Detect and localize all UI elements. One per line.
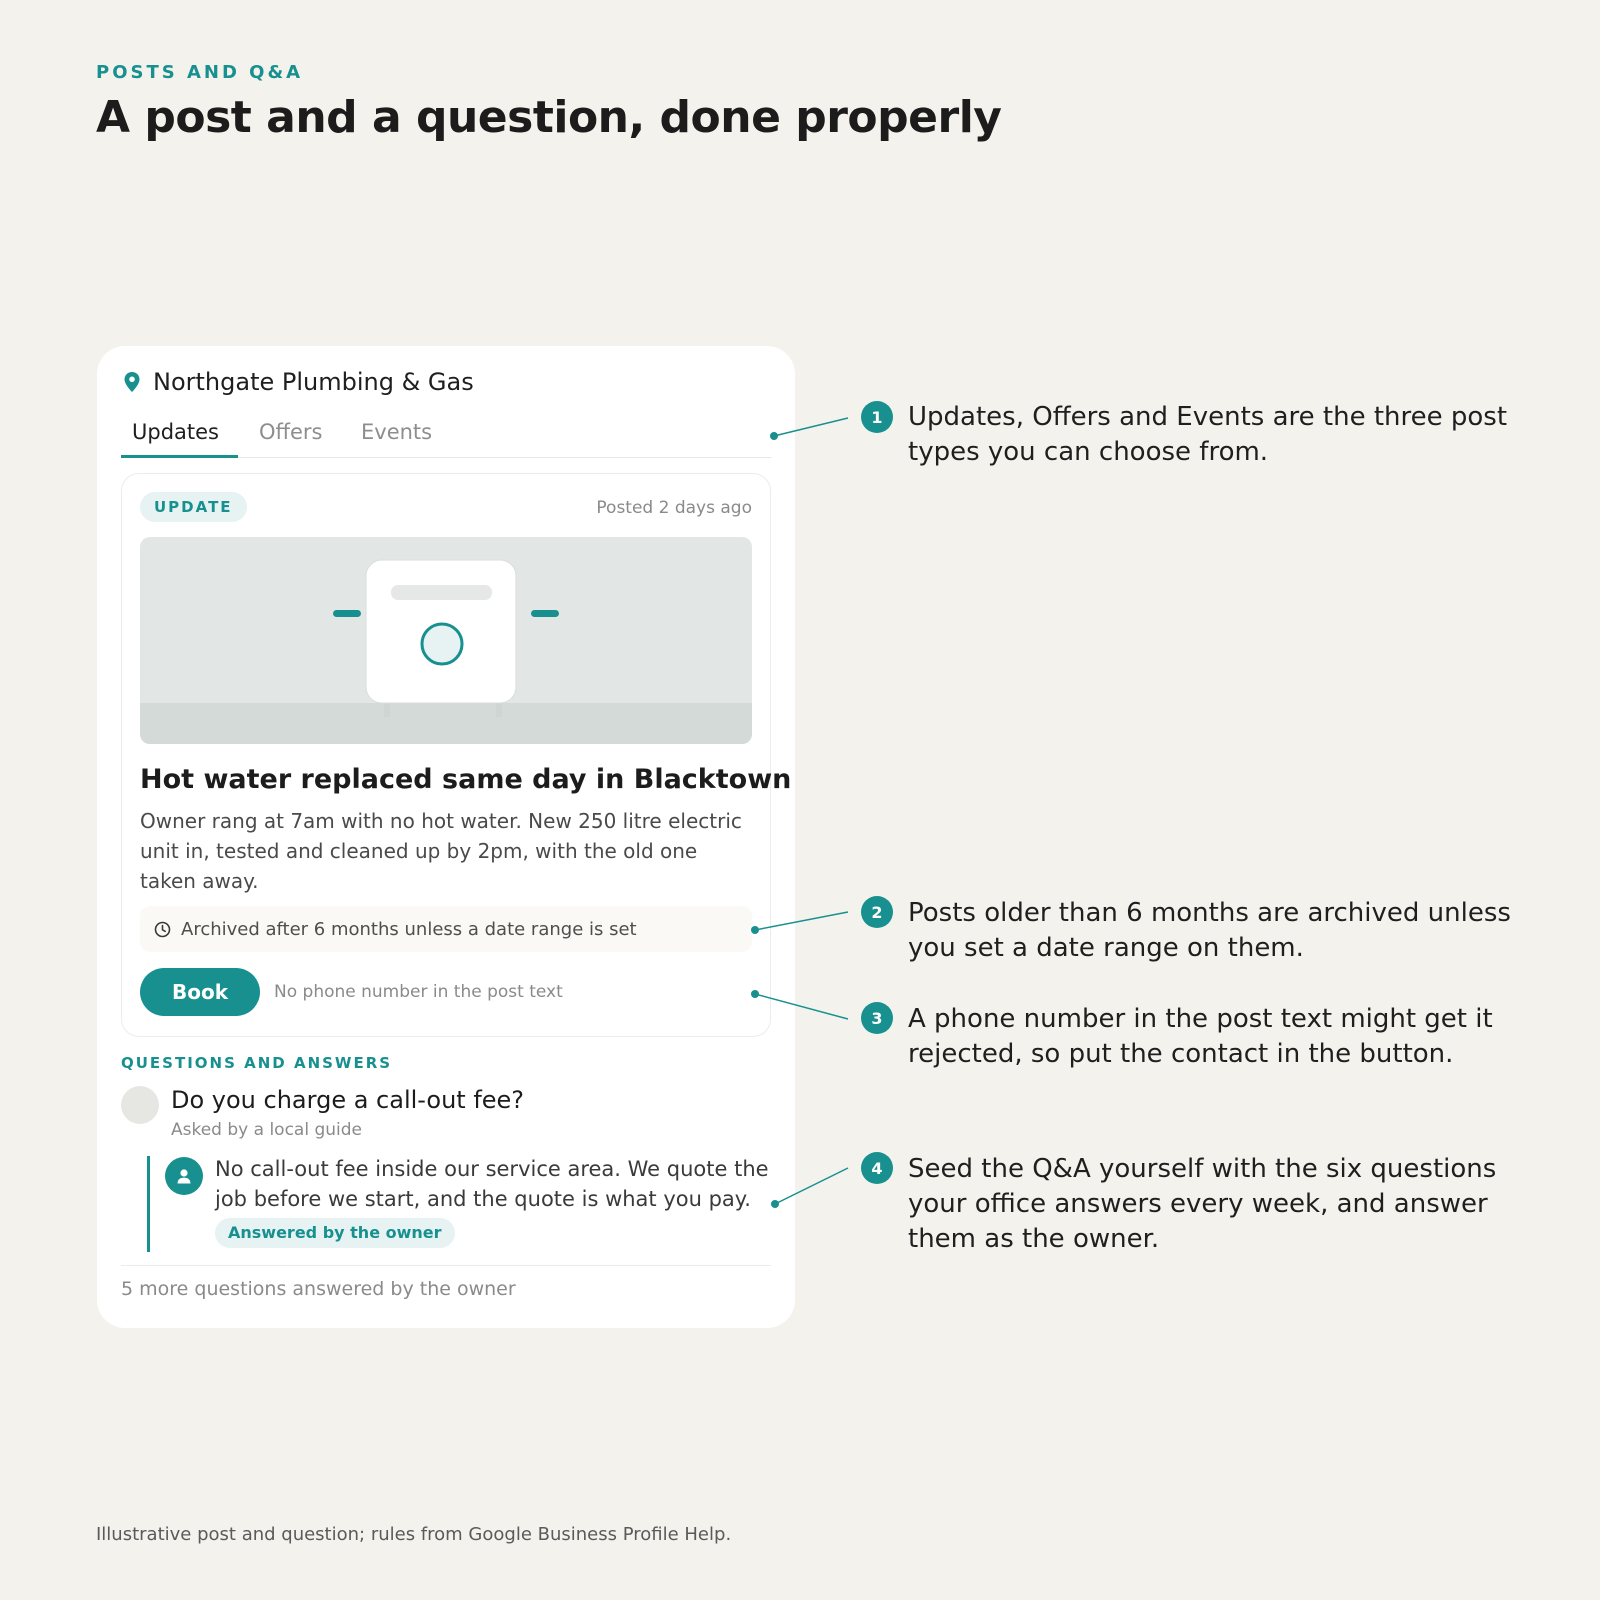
post-title: Hot water replaced same day in Blacktown (140, 764, 792, 795)
callout-note-2: Posts older than 6 months are archived unless you set a date range on them. (908, 898, 1511, 963)
asked-by: Asked by a local guide (171, 1120, 363, 1140)
callout-badge-2: 2 (861, 896, 893, 928)
more-questions-link[interactable]: 5 more questions answered by the owner (121, 1278, 516, 1300)
page-title: A post and a question, done properly (96, 92, 1002, 143)
question-text: Do you charge a call-out fee? (171, 1086, 525, 1114)
callout-note-1: Updates, Offers and Events are the three post types you can choose from. (908, 402, 1508, 467)
qa-heading: QUESTIONS AND ANSWERS (121, 1054, 393, 1072)
tab-updates[interactable]: Updates (132, 420, 219, 444)
clock-icon (154, 921, 171, 938)
post-image (140, 537, 752, 744)
tab-events[interactable]: Events (361, 420, 433, 444)
qa-divider (121, 1265, 771, 1266)
callout-badge-4: 4 (861, 1152, 893, 1184)
post-type-badge: UPDATE (140, 492, 247, 522)
callout-note-4: Seed the Q&A yourself with the six questions your office answers every week, and answer them as the owner. (908, 1154, 1497, 1254)
business-header (123, 368, 474, 396)
archive-note: Archived after 6 months unless a date range is set (181, 918, 637, 940)
button-note: No phone number in the post text (274, 982, 563, 1002)
posted-timestamp: Posted 2 days ago (596, 498, 752, 518)
callout-badge-1: 1 (861, 401, 893, 433)
business-profile-card (97, 346, 795, 1328)
footnote: Illustrative post and question; rules from Google Business Profile Help. (96, 1524, 732, 1545)
answer-thread-line (147, 1156, 150, 1252)
water-heater-illustration (140, 537, 752, 744)
callout-badge-3: 3 (861, 1002, 893, 1034)
post-type-tabs (121, 412, 771, 458)
post-body: Owner rang at 7am with no hot water. New 250 litre electric unit in, tested and cleaned up by 2pm, with the old one taken away. (140, 809, 742, 893)
book-button[interactable]: Book (140, 968, 260, 1016)
update-post (121, 473, 792, 1037)
active-tab-indicator (121, 455, 238, 458)
business-name: Northgate Plumbing & Gas (153, 368, 474, 396)
tab-offers[interactable]: Offers (259, 420, 323, 444)
eyebrow-label: POSTS AND Q&A (96, 62, 304, 83)
person-icon (175, 1167, 193, 1185)
answered-by-owner-badge: Answered by the owner (215, 1218, 455, 1248)
owner-avatar (165, 1157, 203, 1195)
callout-note-3: A phone number in the post text might get it rejected, so put the contact in the button. (908, 1004, 1493, 1069)
answer-text: No call-out fee inside our service area. We quote the job before we start, and the quote is what you pay. (215, 1157, 769, 1211)
asker-avatar (121, 1086, 159, 1124)
location-pin-icon (123, 371, 141, 393)
archive-notice (140, 906, 752, 952)
